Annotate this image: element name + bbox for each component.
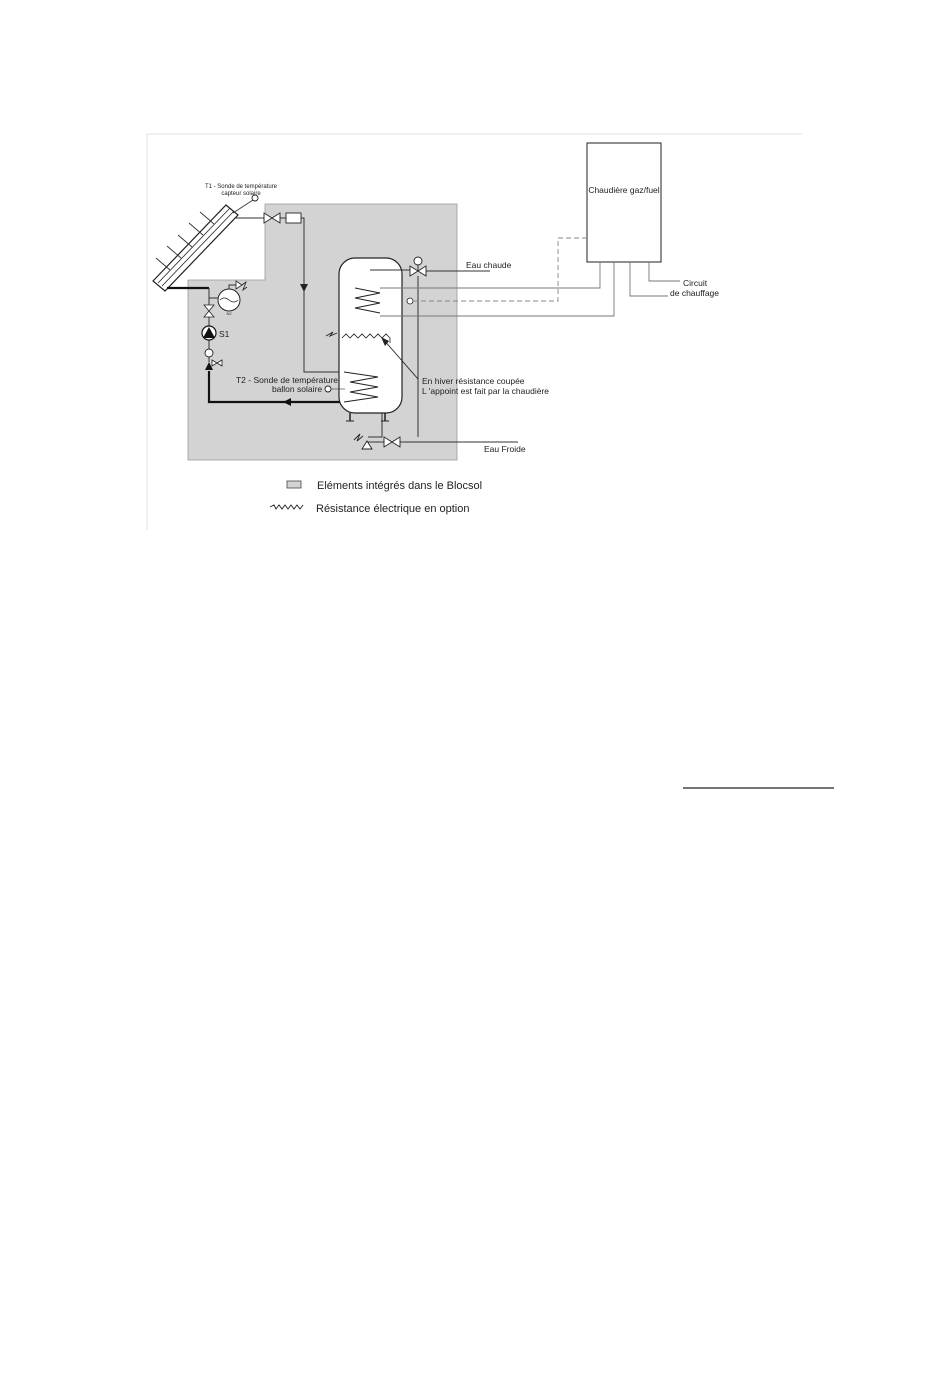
flow-meter-icon <box>205 349 213 357</box>
expansion-vessel-tag: N2 <box>226 311 232 316</box>
t2-sensor-label-line1: T2 - Sonde de température <box>235 375 339 385</box>
winter-note-line1: En hiver résistance coupée <box>422 376 525 386</box>
air-separator-icon <box>286 213 301 223</box>
t1-sensor-wire <box>233 200 253 213</box>
hot-water-label: Eau chaude <box>466 260 512 270</box>
legend-integrated-label: Eléments intégrés dans le Blocsol <box>317 480 483 492</box>
heating-circuit-pipe-2 <box>649 262 680 281</box>
cold-water-label: Eau Froide <box>484 444 526 454</box>
solar-storage-tank <box>339 258 402 413</box>
t2-sensor-icon <box>325 386 331 392</box>
t1-sensor-label-line2: capteur solaire <box>221 191 261 197</box>
boiler-box <box>587 143 661 262</box>
heating-circuit-label-line1: Circuit <box>683 278 708 288</box>
legend-resistance-label: Résistance électrique en option <box>316 503 470 515</box>
t2-sensor-label-line2: ballon solaire <box>271 384 323 394</box>
t1-sensor-label-line1: T1 - Sonde de température <box>204 184 278 190</box>
pump-s1-label: S1 <box>219 329 230 339</box>
boiler-label: Chaudière gaz/fuel <box>588 185 660 195</box>
legend-resistance-icon <box>270 505 303 509</box>
legend-integrated-swatch-icon <box>287 481 301 488</box>
boiler-sensor-icon <box>407 298 413 304</box>
winter-note-line2: L 'appoint est fait par la chaudière <box>422 386 550 396</box>
solar-collector <box>153 205 238 291</box>
heating-circuit-label-line2: de chauffage <box>670 288 719 298</box>
